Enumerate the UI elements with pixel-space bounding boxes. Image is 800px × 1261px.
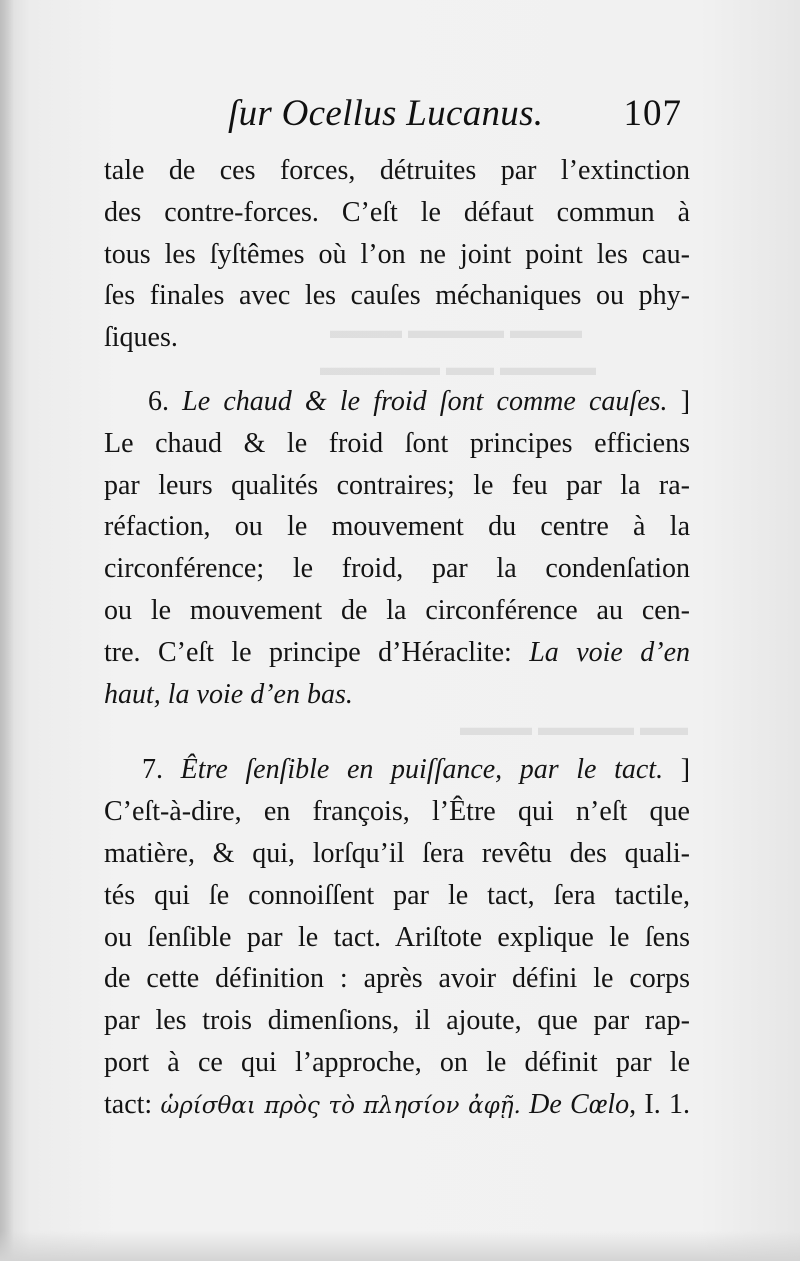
running-head [100,92,690,142]
text-line: par leurs qualités contraires; le feu par la ra- [104,469,690,501]
show-through-mark: ▬▬ ▬▬▬▬ ▬▬▬ [460,715,688,741]
note-heading-text: Être ſenſible en puiſſance, par le tact. [180,754,664,786]
text-line: ou ſenſible par le tact. Ariſtote explique le ſens [104,921,690,953]
note-7 [104,749,690,1127]
note-heading [104,381,690,423]
text-line [104,632,690,674]
text-line: matière, & qui, lorſqu’il ſera revêtu des quali- [104,837,690,869]
text-line: ſiques. [104,322,178,354]
note-heading [104,749,690,791]
page-bottom-shade [0,1231,800,1261]
note-bracket: ] [680,385,691,417]
text-line: Le chaud & le froid ſont principes efficiens [104,427,690,459]
text-line: de cette définition : après avoir défini le corps [104,963,690,995]
citation-ref: , I. 1. [629,1088,691,1120]
text-line: port à ce qui l’approche, on le définit par le [104,1046,690,1078]
text-line: tés qui ſe connoiſſent par le tact, ſera tactile, [104,879,690,911]
text-segment: tact: [104,1088,153,1120]
note-heading-text: Le chaud & le froid ſont comme cauſes. [182,385,668,417]
text-line: des contre-forces. C’eſt le défaut commun à [104,196,690,228]
quote-italic: La voie d’en [529,636,690,668]
text-line: ou le mouvement de la circonférence au cen- [104,594,690,626]
text-line [104,1084,690,1128]
text-line: circonférence; le froid, par la condenſation [104,553,690,585]
running-head-title: ſur Ocellus Lucanus. [228,93,544,134]
paragraph-continuation [104,150,690,359]
text-line: C’eſt-à-dire, en françois, l’Être qui n’eſt que [104,796,690,828]
note-number: 7. [142,754,163,786]
page-edge-shadow [0,0,14,1261]
note-6 [104,381,690,715]
text-line: tous les ſyſtêmes où l’on ne joint point les cau- [104,238,690,270]
text-segment: tre. C’eſt le principe d’Héraclite: [104,636,512,668]
text-line: tale de ces forces, détruites par l’extinction [104,155,690,186]
greek-quote: ὡρίσθαι πρὸς τὸ πλησίον ἀφῇ. [160,1092,521,1119]
note-number: 6. [148,385,169,417]
citation-title: De Cœlo [529,1088,630,1120]
show-through-mark: ▬▬▬▬ ▬▬ ▬▬▬▬▬ [320,355,596,381]
quote-italic-line: haut, la voie d’en bas. [104,678,353,710]
show-through-mark: ▬▬▬ ▬▬▬▬ ▬▬▬ [330,318,582,344]
text-line: réfaction, ou le mouvement du centre à la [104,511,690,543]
text-line: ſes finales avec les cauſes méchaniques ou phy- [104,280,690,312]
text-line: par les trois dimenſions, il ajoute, que par rap- [104,1005,690,1037]
page-number: 107 [623,93,682,134]
note-bracket: ] [680,754,691,786]
body-text [104,150,690,1128]
